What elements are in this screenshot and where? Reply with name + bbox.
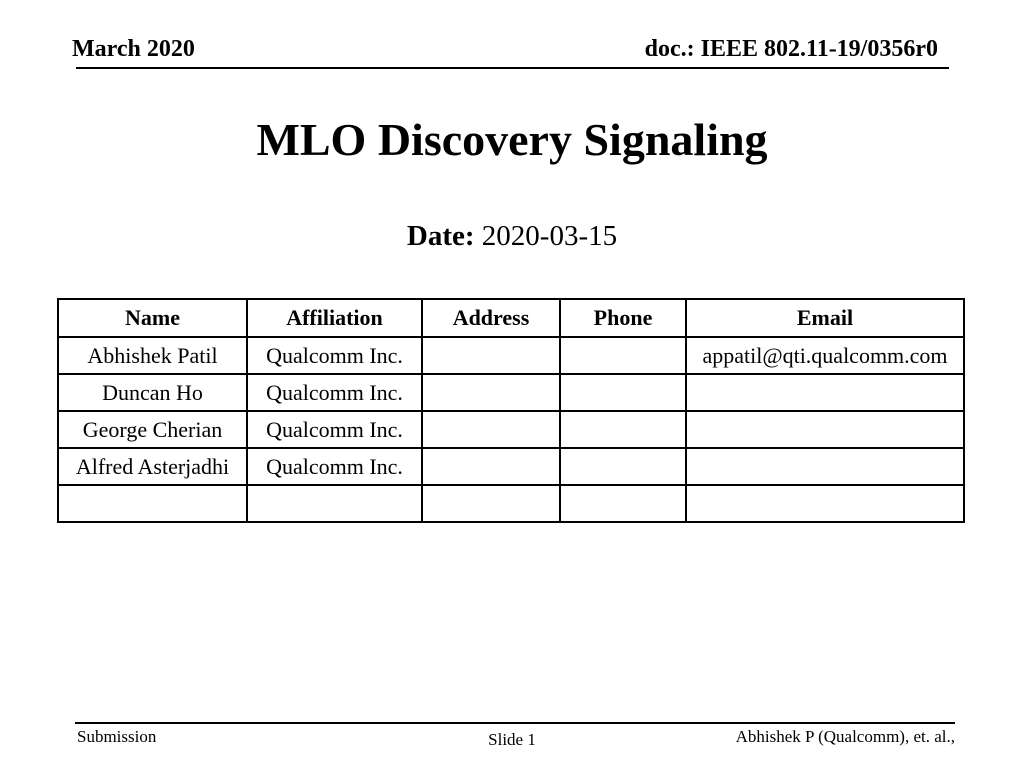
table-cell: Alfred Asterjadhi — [58, 448, 247, 485]
table-cell: Qualcomm Inc. — [247, 337, 422, 374]
header-doc-number: doc.: IEEE 802.11-19/0356r0 — [644, 36, 938, 62]
table-cell — [560, 337, 686, 374]
table-cell: Duncan Ho — [58, 374, 247, 411]
table-cell — [422, 448, 560, 485]
date-line — [0, 220, 1024, 253]
table-cell: Qualcomm Inc. — [247, 448, 422, 485]
table-header-cell-email: Email — [686, 299, 964, 337]
footer-slide-number: Slide 1 — [488, 730, 536, 749]
table-row — [58, 485, 964, 522]
date-label: Date: — [406, 220, 475, 252]
table-header-cell-affiliation: Affiliation — [247, 299, 422, 337]
table-cell: Qualcomm Inc. — [247, 411, 422, 448]
table-cell — [422, 374, 560, 411]
header-rule — [76, 67, 949, 69]
table-cell — [422, 485, 560, 522]
table-row — [58, 374, 964, 411]
table-cell: Abhishek Patil — [58, 337, 247, 374]
date-value: 2020-03-15 — [481, 220, 618, 252]
table-cell — [560, 374, 686, 411]
header-date: March 2020 — [72, 36, 195, 62]
table-header-cell-phone: Phone — [560, 299, 686, 337]
table-cell — [560, 485, 686, 522]
table-row — [58, 448, 964, 485]
table-cell: Qualcomm Inc. — [247, 374, 422, 411]
table-header-row — [58, 299, 964, 337]
table-cell — [686, 411, 964, 448]
table-header-cell-address: Address — [422, 299, 560, 337]
footer-author-credit: Abhishek P (Qualcomm), et. al., — [735, 727, 955, 746]
table-cell — [560, 411, 686, 448]
table-row — [58, 411, 964, 448]
table-cell — [686, 485, 964, 522]
authors-table — [57, 298, 965, 523]
footer-submission-label: Submission — [77, 727, 157, 746]
table-cell: George Cherian — [58, 411, 247, 448]
slide-title: MLO Discovery Signaling — [256, 114, 768, 165]
table-cell: appatil@qti.qualcomm.com — [686, 337, 964, 374]
table-cell — [686, 374, 964, 411]
table-cell — [686, 448, 964, 485]
table-cell — [560, 448, 686, 485]
table-cell — [422, 337, 560, 374]
table-row — [58, 337, 964, 374]
table-cell — [422, 411, 560, 448]
table-cell — [247, 485, 422, 522]
table-header-cell-name: Name — [58, 299, 247, 337]
footer-rule — [75, 722, 955, 724]
table-cell — [58, 485, 247, 522]
